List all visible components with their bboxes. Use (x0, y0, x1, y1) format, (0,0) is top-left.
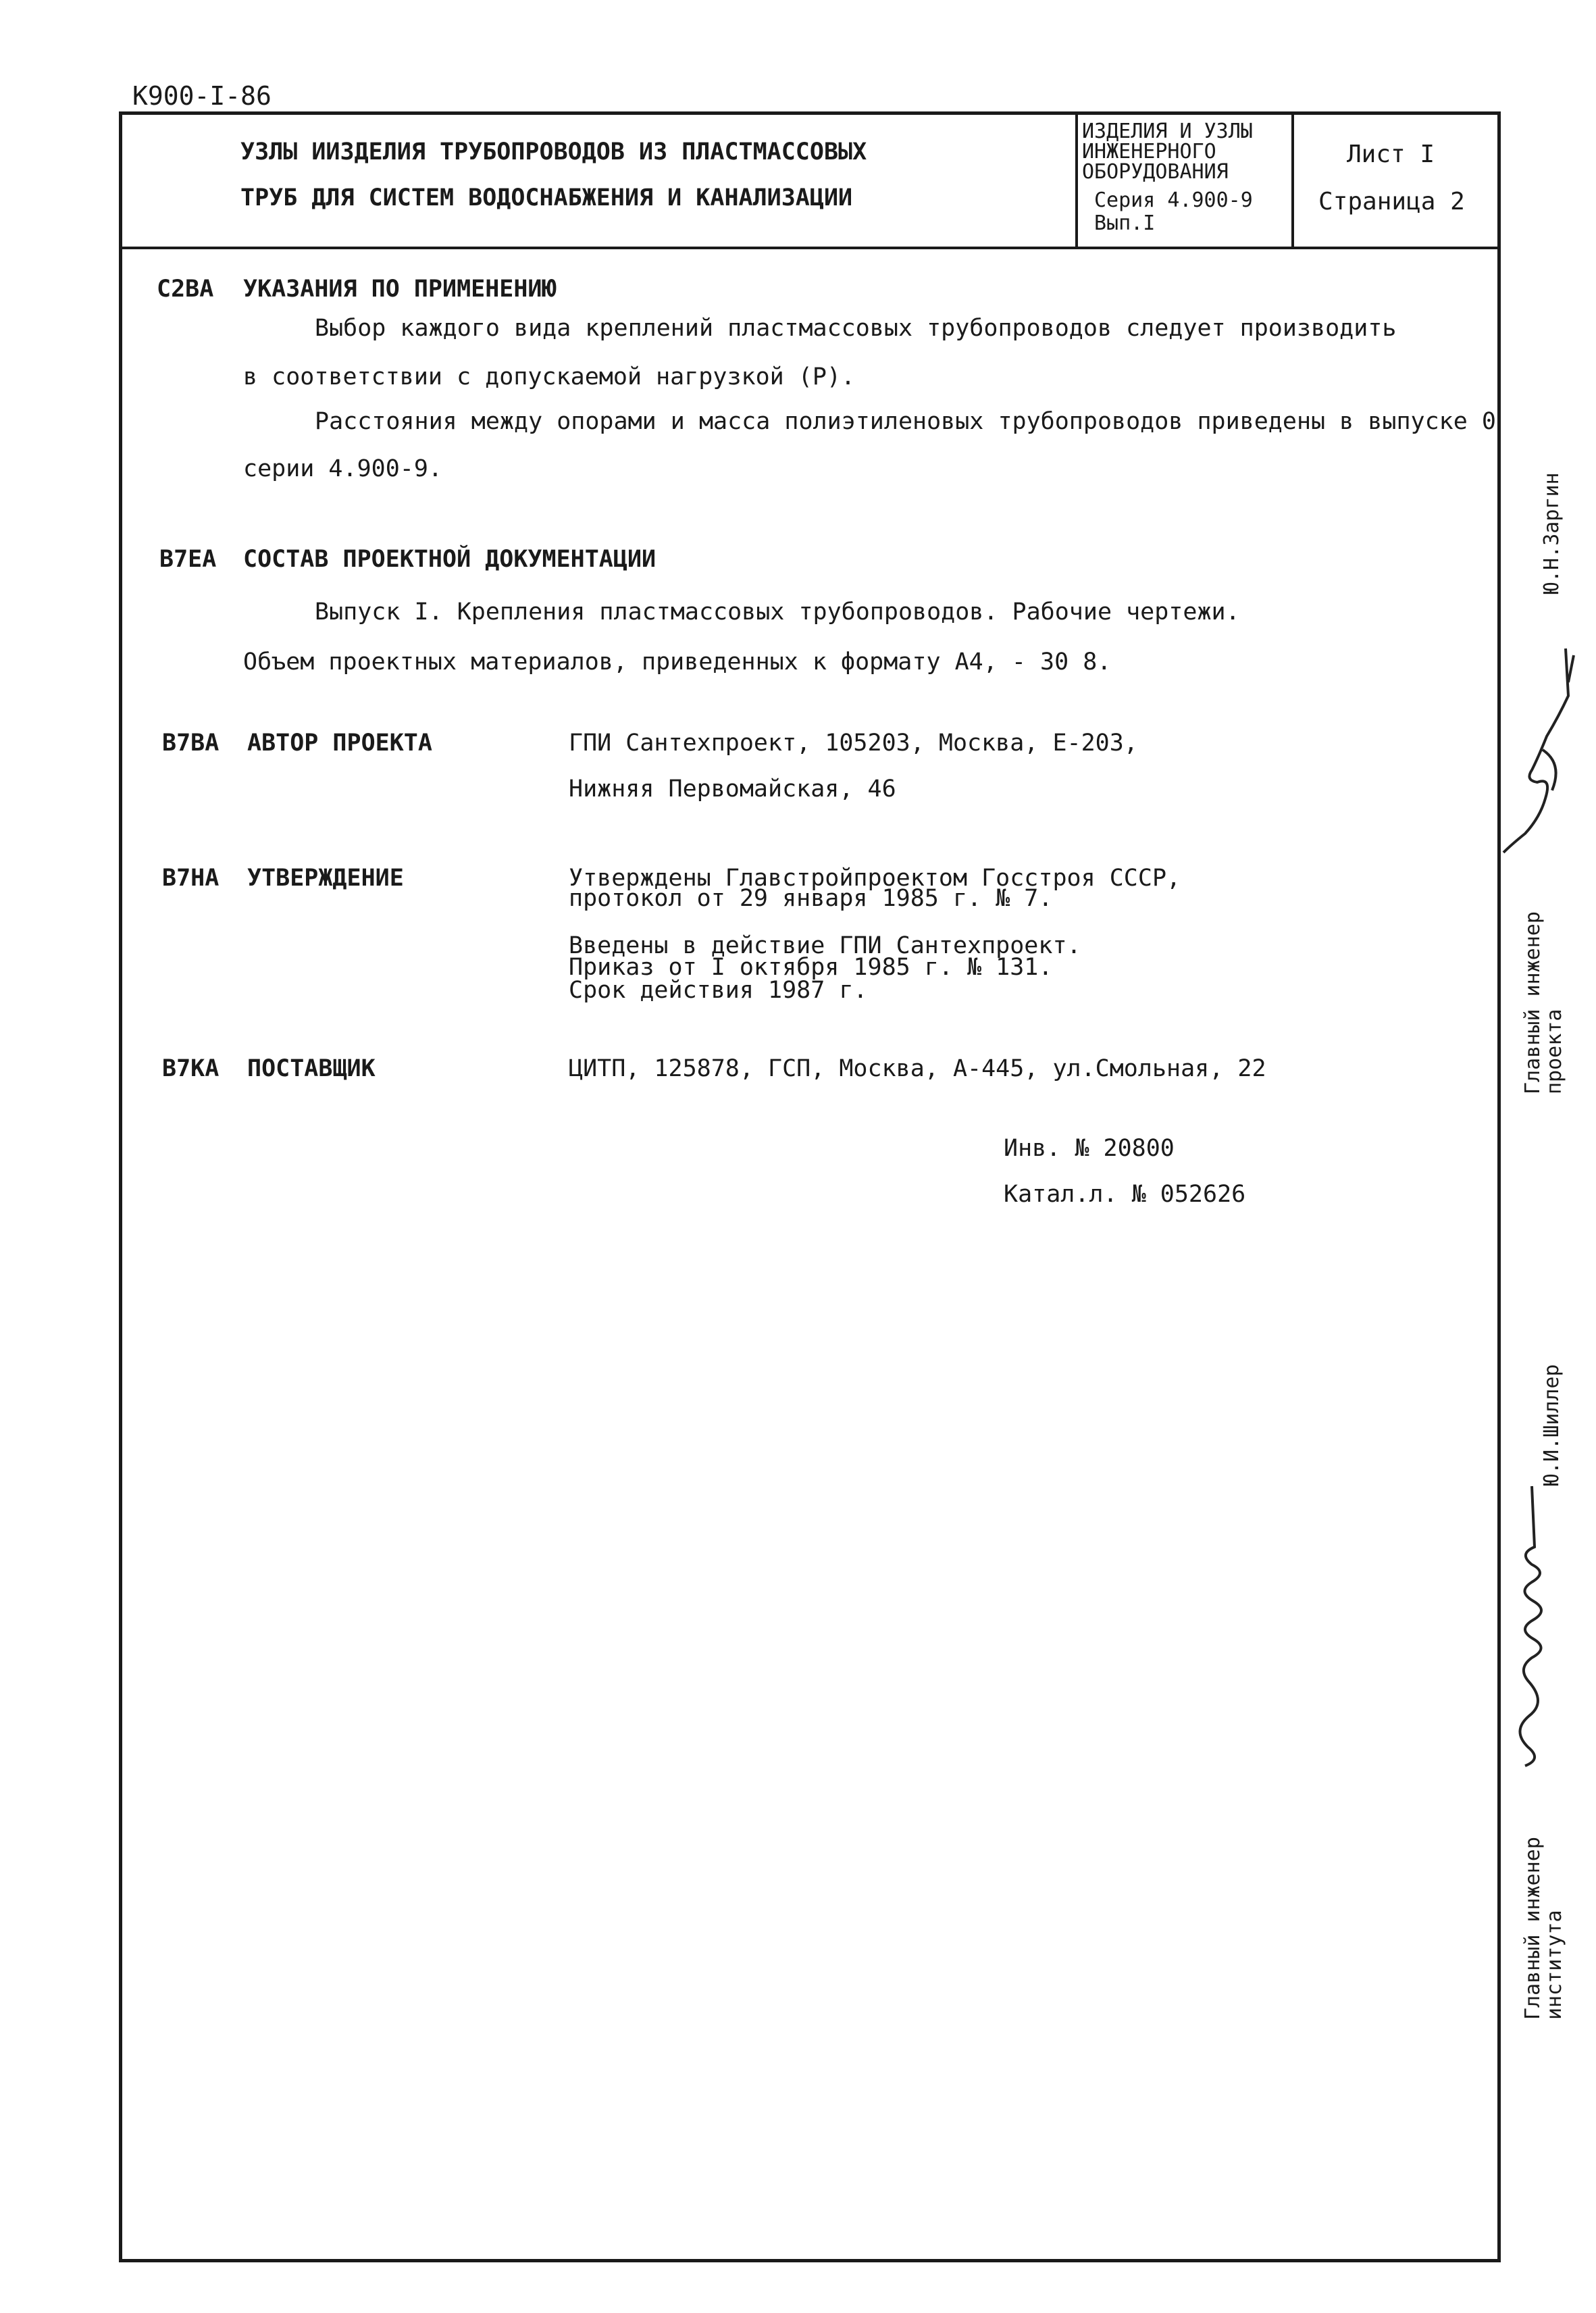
title-line-1: УЗЛЫ ИИЗДЕЛИЯ ТРУБОПРОВОДОВ ИЗ ПЛАСТМАССОВЫХ (240, 138, 867, 166)
section-code-author: В7ВА (162, 730, 220, 757)
section-heading-documentation: СОСТАВ ПРОЕКТНОЙ ДОКУМЕНТАЦИИ (243, 546, 657, 573)
section-heading-usage: УКАЗАНИЯ ПО ПРИМЕНЕНИЮ (243, 276, 557, 303)
header-divider-2 (1291, 111, 1294, 248)
usage-line-1: Выбор каждого вида креплений пластмассовых трубопроводов следует производить (315, 315, 1397, 342)
institute-engineer-name: Ю.И.Шиллер (1540, 1364, 1564, 1486)
series-number: Серия 4.900-9 (1094, 188, 1253, 212)
section-code-approval: В7НА (162, 865, 220, 892)
header-divider-1 (1075, 111, 1078, 248)
approval-line-5: Срок действия 1987 г. (569, 977, 868, 1004)
approval-line-3: Введены в действие ГПИ Сантехпроект. (569, 932, 1081, 959)
title-line-2: ТРУБ ДЛЯ СИСТЕМ ВОДОСНАБЖЕНИЯ И КАНАЛИЗАЦИИ (240, 184, 853, 211)
section-code-usage: С2ВА (157, 276, 214, 303)
series-line-3: ОБОРУДОВАНИЯ (1082, 160, 1229, 184)
usage-line-4: серии 4.900-9. (243, 455, 443, 482)
project-engineer-title: Главный инженер проекта (1521, 911, 1566, 1094)
approval-line-4: Приказ от I октября 1985 г. № 131. (569, 954, 1053, 981)
section-heading-supplier: ПОСТАВЩИК (247, 1055, 376, 1082)
author-line-1: ГПИ Сантехпроект, 105203, Москва, Е-203, (569, 730, 1138, 757)
page-number: Страница 2 (1318, 188, 1465, 215)
approval-line-1: Утверждены Главстройпроектом Госстроя СССР, (569, 865, 1181, 892)
document-code: К900-I-86 (132, 81, 272, 111)
series-line-1: ИЗДЕЛИЯ И УЗЛЫ (1082, 120, 1253, 143)
section-heading-author: АВТОР ПРОЕКТА (247, 730, 432, 757)
section-heading-approval: УТВЕРЖДЕНИЕ (247, 865, 404, 892)
institute-engineer-title: Главный инженер института (1521, 1837, 1566, 2020)
project-engineer-name: Ю.Н.Заргин (1540, 472, 1564, 594)
project-engineer-signature (1498, 642, 1579, 858)
approval-line-2: протокол от 29 января 1985 г. № 7. (569, 885, 1053, 912)
supplier-line-1: ЦИТП, 125878, ГСП, Москва, А-445, ул.Смольная, 22 (569, 1055, 1266, 1082)
inventory-number: Инв. № 20800 (1004, 1135, 1175, 1162)
catalog-number: Катал.л. № 052626 (1004, 1181, 1246, 1208)
author-line-2: Нижняя Первомайская, 46 (569, 776, 896, 803)
series-line-2: ИНЖЕНЕРНОГО (1082, 140, 1216, 163)
usage-line-3: Расстояния между опорами и масса полиэтиленовых трубопроводов приведены в выпуске 0 (315, 408, 1496, 435)
sheet-number: Лист I (1347, 141, 1435, 168)
section-code-documentation: В7ЕА (159, 546, 217, 573)
institute-engineer-signature (1505, 1479, 1566, 1770)
documentation-line-1: Выпуск I. Крепления пластмассовых трубопроводов. Рабочие чертежи. (315, 599, 1240, 626)
usage-line-2: в соответствии с допускаемой нагрузкой (Р). (243, 363, 856, 390)
issue-number: Вып.I (1094, 211, 1156, 235)
section-code-supplier: В7КА (162, 1055, 220, 1082)
documentation-line-2: Объем проектных материалов, приведенных к формату А4, - 30 8. (243, 649, 1112, 676)
